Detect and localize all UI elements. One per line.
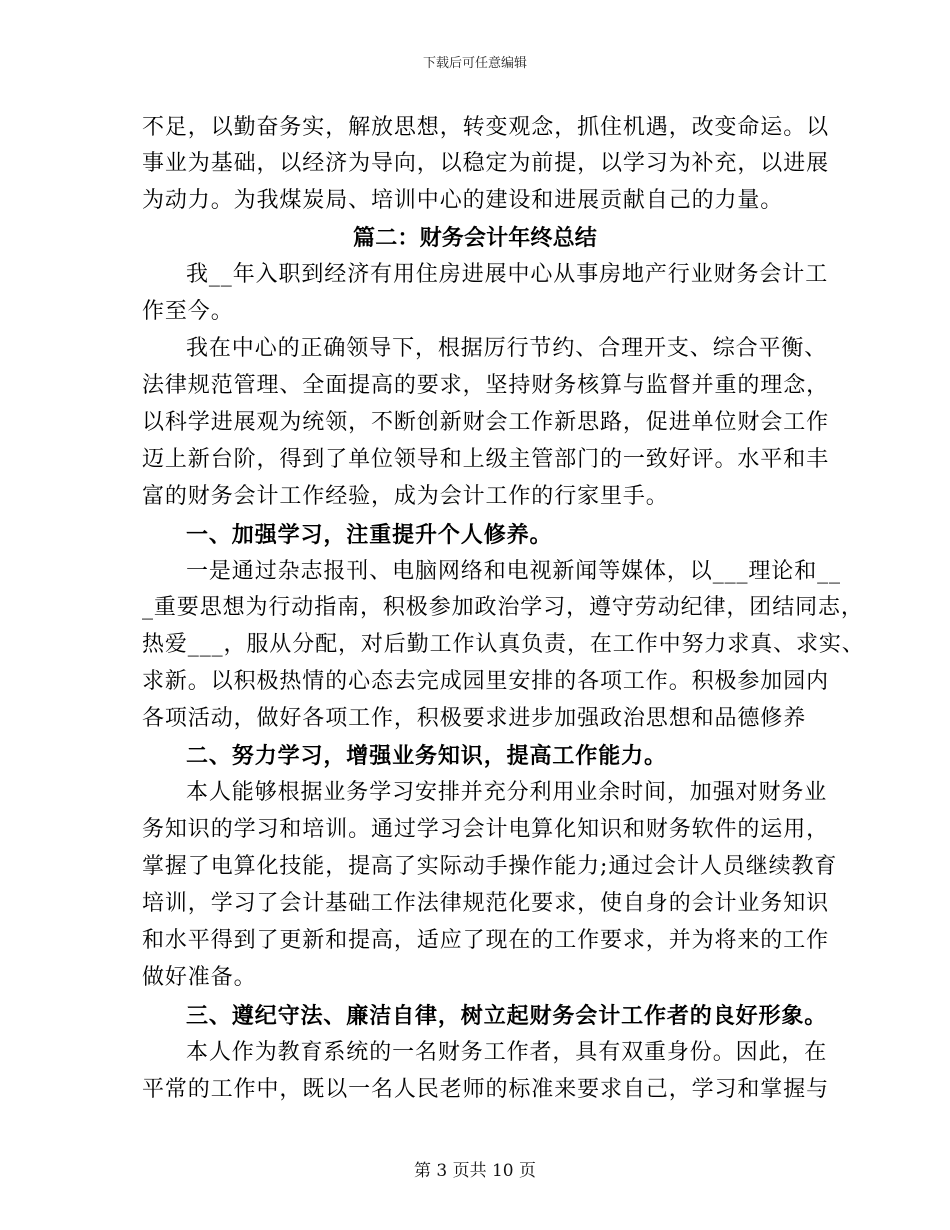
text-line: 富的财务会计工作经验，成为会计工作的行家里手。 xyxy=(142,484,669,509)
text-line: 我__年入职到经济有用住房进展中心从事房地产行业财务会计工 xyxy=(186,262,829,287)
text-line: 法律规范管理、全面提高的要求，坚持财务核算与监督并重的理念， xyxy=(142,373,830,398)
text-line: 各项活动，做好各项工作，积极要求进步加强政治思想和品德修养 xyxy=(142,706,807,731)
text-line: 事业为基础，以经济为导向，以稳定为前提，以学习为补充，以进展 xyxy=(142,151,830,176)
text-line: 我在中心的正确领导下，根据厉行节约、合理开支、综合平衡、 xyxy=(186,336,828,361)
subsection-heading: 三、遵纪守法、廉洁自律，树立起财务会计工作者的良好形象。 xyxy=(186,1003,828,1029)
text-line: 和水平得到了更新和提高，适应了现在的工作要求，并为将来的工作 xyxy=(142,928,830,953)
section-title: 篇二：财务会计年终总结 xyxy=(353,225,597,251)
text-line: 求新。以积极热情的心态去完成园里安排的各项工作。积极参加园内 xyxy=(142,669,830,694)
page-header: 下载后可任意编辑 xyxy=(422,56,527,71)
subsection-heading: 一、加强学习，注重提升个人修养。 xyxy=(186,522,553,548)
text-line: 本人能够根据业务学习安排并充分利用业余时间，加强对财务业 xyxy=(186,780,828,805)
text-line: 以科学进展观为统领，不断创新财会工作新思路，促进单位财会工作 xyxy=(142,410,830,435)
text-line: 为动力。为我煤炭局、培训中心的建设和进展贡献自己的力量。 xyxy=(142,188,784,213)
text-line: 热爱___，服从分配，对后勤工作认真负责，在工作中努力求真、求实、 xyxy=(142,632,865,657)
text-line: 迈上新台阶，得到了单位领导和上级主管部门的一致好评。水平和丰 xyxy=(142,447,830,472)
text-line: 不足，以勤奋务实，解放思想，转变观念，抓住机遇，改变命运。以 xyxy=(142,115,830,140)
text-line: 本人作为教育系统的一名财务工作者，具有双重身份。因此，在 xyxy=(186,1040,828,1065)
text-line: 一是通过杂志报刊、电脑网络和电视新闻等媒体，以___理论和__ xyxy=(186,559,841,584)
subsection-heading: 二、努力学习，增强业务知识，提高工作能力。 xyxy=(186,743,667,769)
text-line: 平常的工作中，既以一名人民老师的标准来要求自己，学习和掌握与 xyxy=(142,1077,830,1102)
text-line: 作至今。 xyxy=(142,299,234,324)
text-line: 掌握了电算化技能，提高了实际动手操作能力;通过会计人员继续教育 xyxy=(142,854,838,879)
page-footer: 第 3 页共 10 页 xyxy=(413,1161,537,1181)
text-line: 务知识的学习和培训。通过学习会计电算化知识和财务软件的运用， xyxy=(142,817,830,842)
text-line: 做好准备。 xyxy=(142,965,257,990)
text-line: _重要思想为行动指南，积极参加政治学习，遵守劳动纪律，团结同志， xyxy=(142,595,864,620)
text-line: 培训，学习了会计基础工作法律规范化要求，使自身的会计业务知识 xyxy=(142,891,830,916)
